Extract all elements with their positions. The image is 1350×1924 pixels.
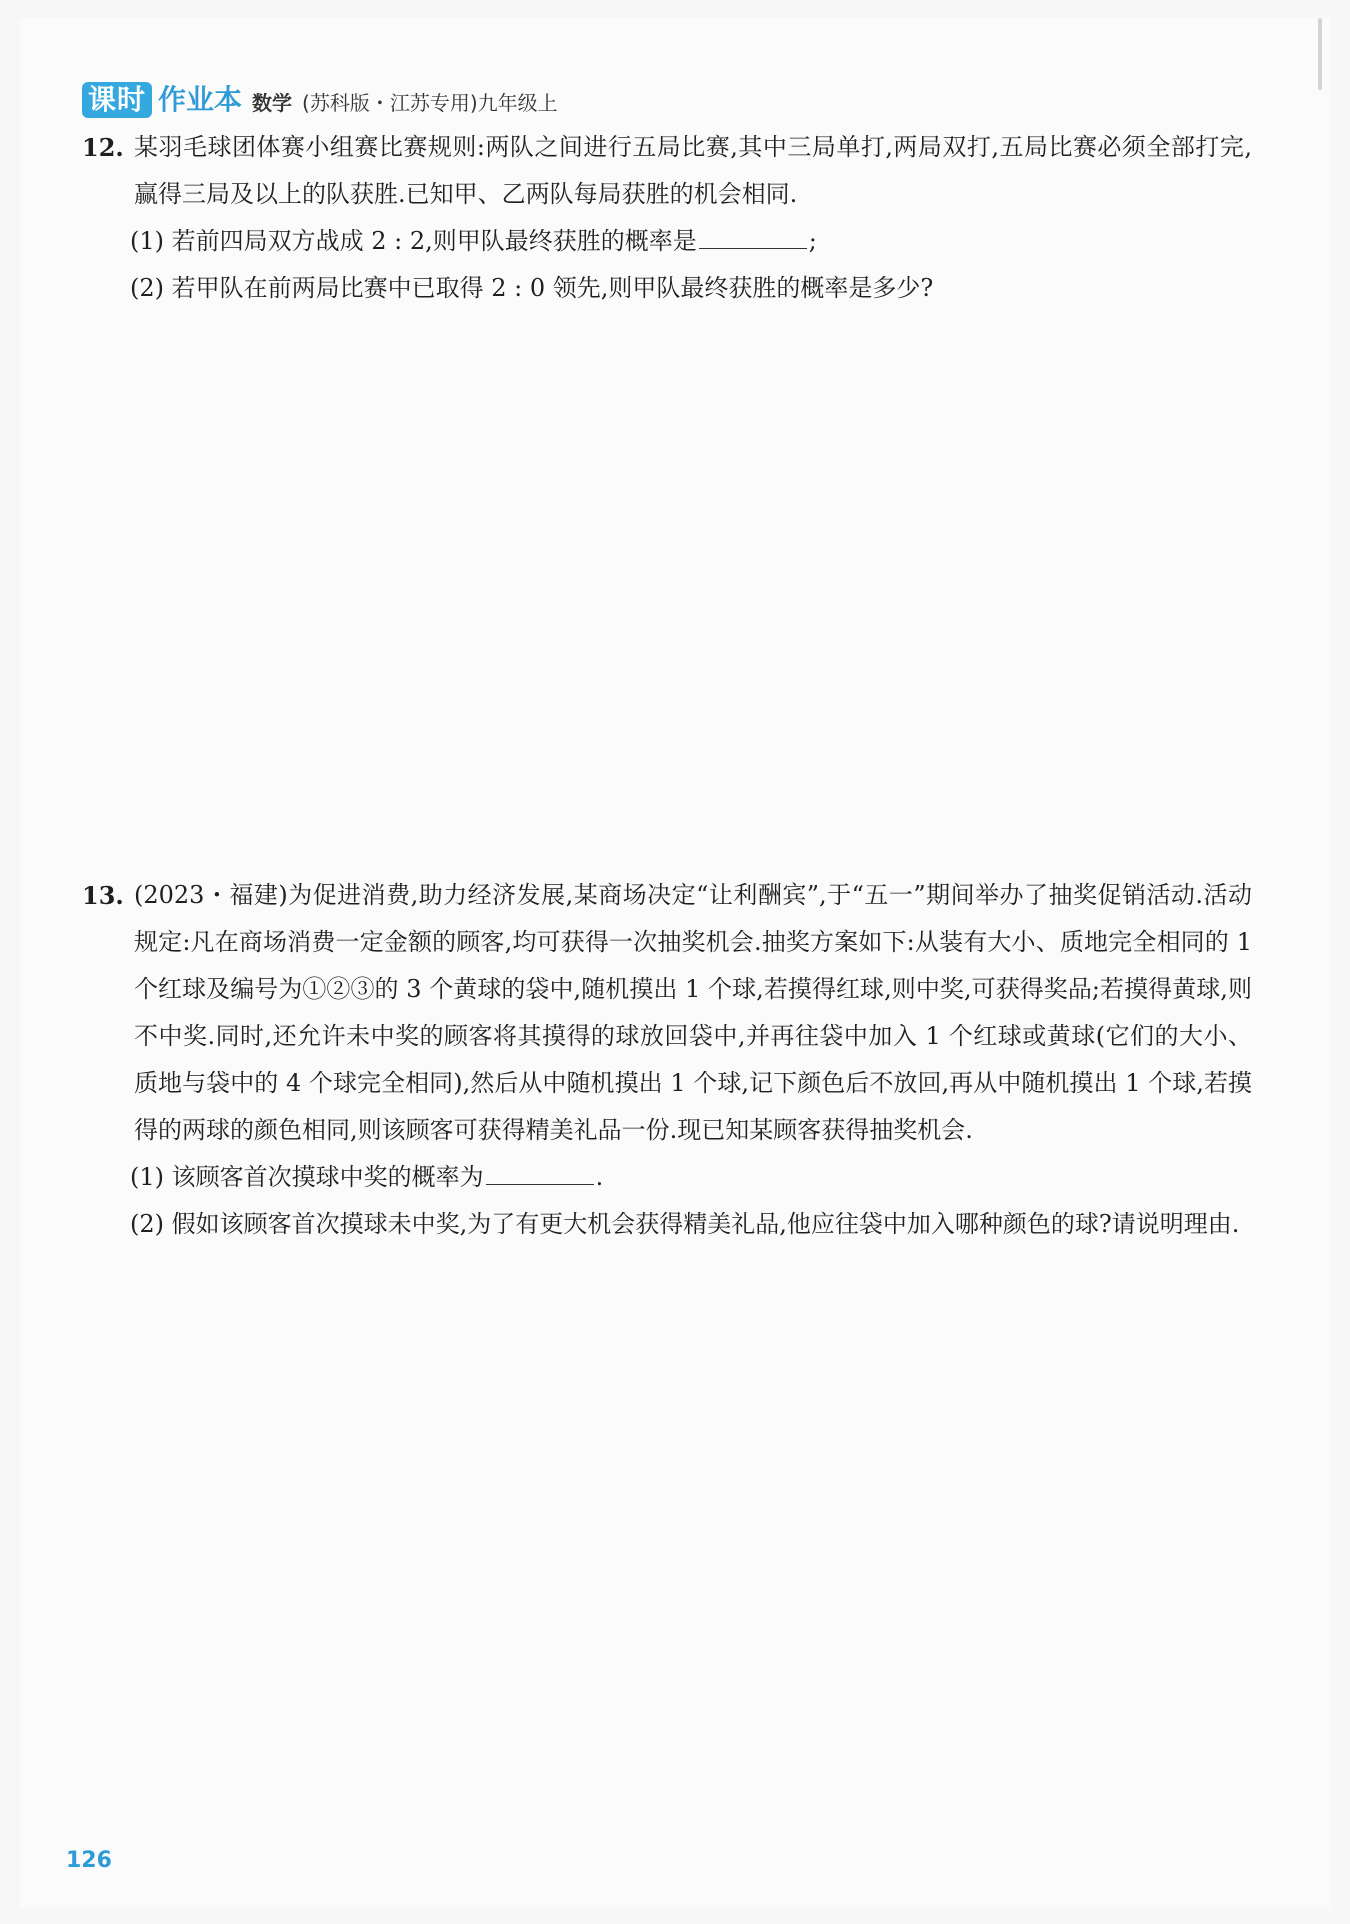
sub-question-2: (2) 假如该顾客首次摸球未中奖,为了有更大机会获得精美礼品,他应往袋中加入哪种颜色的球?请说明理由. — [130, 1210, 1240, 1238]
question-number: 12. — [82, 133, 124, 162]
question-number: 13. — [82, 881, 124, 910]
question-13 — [82, 872, 1252, 1248]
question-12 — [82, 124, 1252, 312]
question-stem: 某羽毛球团体赛小组赛比赛规则:两队之间进行五局比赛,其中三局单打,两局双打,五局比赛必须全部打完,赢得三局及以上的队获胜.已知甲、乙两队每局获胜的机会相同. — [134, 133, 1252, 208]
question-stem: (2023・福建)为促进消费,助力经济发展,某商场决定“让利酬宾”,于“五一”期间举办了抽奖促销活动.活动规定:凡在商场消费一定金额的顾客,均可获得一次抽奖机会.抽奖方案如下:从装有大小、质地完全相同的 1 个红球及编号为①②③的 3 个黄球的袋中,随机摸出 1 个球,若摸得红球,则中奖,可获得奖品;若摸得黄球,则不中奖.同时,还允许未中奖的顾客将其摸得的球放回袋中,并再往袋中加入 1 个红球或黄球(它们的大小、质地与袋中的 4 个球完全相同),然后从中随机摸出 1 个球,记下颜色后不放回,再从中随机摸出 1 个球,若摸得的两球的颜色相同,则该顾客可获得精美礼品一份.现已知某顾客获得抽奖机会. — [134, 881, 1252, 1144]
sub-question-1 — [130, 218, 1252, 265]
answer-blank[interactable] — [699, 222, 807, 249]
sub-question-2: (2) 若甲队在前两局比赛中已取得 2 : 0 领先,则甲队最终获胜的概率是多少? — [130, 274, 934, 302]
logo-title-text: 作业本 — [158, 83, 243, 116]
book-logo — [82, 82, 242, 118]
book-edition: (苏科版・江苏专用)九年级上 — [302, 91, 558, 115]
sub-question-suffix: . — [595, 1163, 604, 1191]
binding-edge-mark — [1318, 18, 1322, 90]
sub-question-text: (1) 若前四局双方战成 2 : 2,则甲队最终获胜的概率是 — [130, 227, 697, 255]
book-subject: 数学 — [252, 91, 293, 115]
sub-question-text: (1) 该顾客首次摸球中奖的概率为 — [130, 1163, 484, 1191]
sub-question-suffix: ; — [808, 227, 817, 255]
logo-box-text: 课时 — [82, 82, 152, 118]
page-number: 126 — [66, 1848, 112, 1873]
book-header — [82, 76, 558, 118]
answer-blank[interactable] — [486, 1158, 594, 1185]
sub-question-1 — [130, 1154, 1252, 1201]
